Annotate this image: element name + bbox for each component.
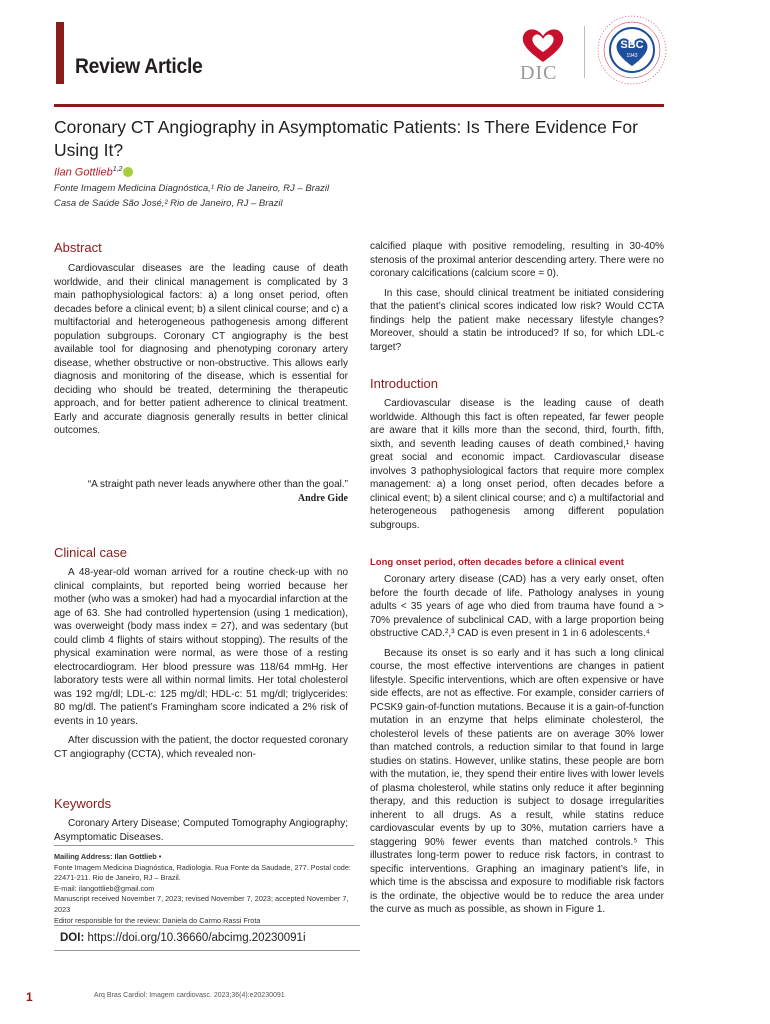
- sbc-logo-text: SBC: [620, 39, 644, 51]
- doi-link[interactable]: https://doi.org/10.36660/abcimg.20230091i: [87, 932, 306, 944]
- author-line: [54, 166, 133, 179]
- mailing-email[interactable]: E-mail: ilangottlieb@gmail.com: [54, 883, 155, 893]
- introduction-body: [370, 397, 664, 532]
- abstract-body: [54, 262, 348, 438]
- abstract-heading: Abstract: [54, 240, 102, 255]
- logo-divider: [584, 26, 585, 78]
- mailing-address-line: Fonte Imagem Medicina Diagnóstica, Radiologia. Rua Fonte da Saudade, 277. Postal code: 22471-211. Rio de Janeiro, RJ – Brazil.: [54, 862, 351, 883]
- manuscript-dates: Manuscript received November 7, 2023; revised November 7, 2023; accepted November 7, 2023: [54, 894, 349, 914]
- keywords-text: Coronary Artery Disease; Computed Tomography Angiography; Asymptomatic Diseases.: [54, 818, 348, 843]
- article-title: Coronary CT Angiography in Asymptomatic Patients: Is There Evidence For Using It?: [54, 117, 638, 160]
- editor-responsible: Editor responsible for the review: Daniela do Carmo Rassi Frota: [54, 915, 261, 925]
- quote-text: “A straight path never leads anywhere other than the goal.”: [87, 479, 348, 490]
- mailing-label: Mailing Address: Ilan Gottlieb •: [54, 852, 162, 861]
- keywords-body: [54, 817, 348, 844]
- clinical-case-p1: A 48-year-old woman arrived for a routine check-up with no clinical complaints, but reported being worried because her mother (who was a smoker) had had a myocardial infarction at the age of 63. She had controlled hypertension (using 1 medication), was overweight (body mass index = 27), and was sedentary (but could climb 4 flights of stairs without stopping). The results of the physical examination were normal, as were those of a resting electrocardiogram. Her blood pressure was 118/64 mmHg. Her laboratory tests were all within normal limits. Her total cholesterol was 192 mg/dl; LDL-c: 125 mg/dl; HDL-c: 51 mg/dl; triglycerides: 80 mg/dl. The patient’s Framingham score indicated a 2% risk of events in 10 years.: [54, 567, 348, 727]
- dic-logo-text: DIC: [520, 62, 558, 84]
- orcid-icon[interactable]: [123, 167, 133, 177]
- dic-logo: [512, 22, 574, 84]
- clinical-case-continued: [370, 240, 664, 354]
- title-rule: [54, 104, 664, 107]
- keywords-heading: Keywords: [54, 796, 112, 811]
- subsection-heading: Long onset period, often decades before a clinical event: [370, 557, 624, 568]
- mailing-address: [54, 845, 354, 926]
- header-accent-bar: [56, 22, 64, 84]
- quote-attribution: Andre Gide: [297, 492, 348, 504]
- section-label: Review Article: [75, 55, 203, 78]
- subsection-p1: Coronary artery disease (CAD) has a very early onset, often before the fourth decade of life. Pathology analyses in young adults < 35 years of age who died from trauma have found a > 70% prevalence of subclinical CAD, with a large proportion being obstructive CAD.²,³ CAD is even present in 1 in 6 adolescents.⁴: [370, 574, 664, 639]
- continued-p1: calcified plaque with positive remodeling, resulting in 30-40% stenosis of the proximal anterior descending artery. There were no coronary calcifications (calcium score = 0).: [370, 241, 664, 279]
- abstract-text: Cardiovascular diseases are the leading cause of death worldwide, and their clinical management is complicated by 3 main pathophysiological factors: a) a long onset period, often decades before a clinical event; b) a silent clinical course; and c) a multifactorial and heterogeneous pathogenesis among different population subgroups. Coronary CT angiography is the best available tool for diagnosing and phenotyping coronary artery disease, whether obstructive or non-obstructive. This allows early diagnosis and monitoring of the disease, which is essential for deciding who should be treated, determining the therapeutic approach, and for better patient adherence to clinical treatment. Early and accurate diagnosis generally results in better clinical outcomes.: [54, 263, 348, 436]
- journal-citation: Arq Bras Cardiol: Imagem cardiovasc. 2023;36(4):e20230091: [94, 992, 285, 999]
- page-number: 1: [26, 990, 33, 1004]
- introduction-heading: Introduction: [370, 376, 438, 391]
- sbc-logo-year: 1943: [626, 53, 638, 59]
- doi-label: DOI:: [60, 932, 85, 944]
- clinical-case-body: [54, 566, 348, 761]
- introduction-p1: Cardiovascular disease is the leading cause of death worldwide. Although this fact is often repeated, far fewer people are aware that it kills more than the second, third, fourth, fifth, sixth, and seventh leading causes of death combined,¹ having great social and economic impact. Cardiovascular disease involves 3 pathophysiological factors that require more complex management: a) a long onset period, often decades before a clinical event; b) a silent clinical course; and c) a multifactorial and heterogeneous pathogenesis among different population subgroups.: [370, 398, 664, 531]
- clinical-case-heading: Clinical case: [54, 545, 127, 560]
- continued-p2: In this case, should clinical treatment be initiated considering that the patient’s clinical scores indicated low risk? Would CCTA findings help the patient make necessary lifestyle changes? Moreover, should a statin be introduced? If so, for which LDL-c target?: [370, 287, 664, 353]
- doi-box: [54, 925, 360, 951]
- clinical-case-p2: After discussion with the patient, the doctor requested coronary CT angiography (CCTA), which revealed non-: [54, 735, 348, 760]
- affiliation-1: Fonte Imagem Medicina Diagnóstica,¹ Rio de Janeiro, RJ – Brazil: [54, 183, 330, 194]
- affiliation-2: Casa de Saúde São José,² Rio de Janeiro, RJ – Brazil: [54, 198, 283, 209]
- subsection-body: [370, 573, 664, 917]
- epigraph: [54, 478, 348, 505]
- sbc-logo: [596, 14, 668, 86]
- subsection-p2: Because its onset is so early and it has such a long clinical course, the most effective interventions are changes in patient lifestyle. Specific interventions, which are often expensive or have side effects, are not as effective. For example, consider carriers of PCSK9 gain-of-function mutations. Because it is a gain-of-function mutation in an enzyme that helps eliminate cholesterol, the cholesterol levels of these patients are on average 30% lower than matched controls, a reduction similar to that found in large studies on statins. However, unlike statins, these people are born with the mutation, ie, they spend their entire lives with lower levels of plasma cholesterol, while statins only reduce it after beginning therapy, and this reduction is subject to dosage irregularities inherent to all drugs. As a result, while statins reduce cardiovascular events by up to 30%, mutation carriers have a staggering 90% fewer events than matched controls.⁵ This illustrates long-term power to reduce risk factors, in contrast to specific interventions. Graphing an imaginary patient’s life, in which time is the abscissa and exposure to modifiable risk factors is the ordinate, the objective would be to reduce the area under the curve as much as possible, as shown in Figure 1.: [370, 647, 664, 915]
- author-name[interactable]: Ilan Gottlieb: [54, 166, 113, 179]
- author-affil-sup: 1,2: [112, 166, 123, 173]
